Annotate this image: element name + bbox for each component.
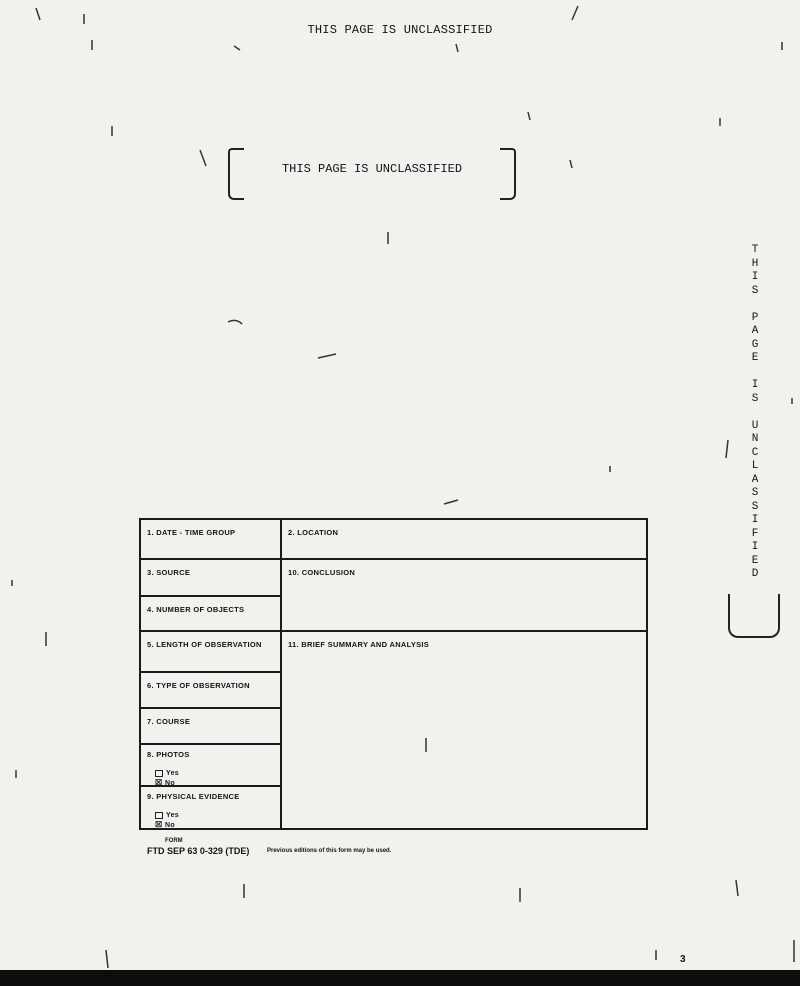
vertical-banner-char: I bbox=[751, 271, 759, 283]
scan-bottom-edge bbox=[0, 970, 800, 986]
vertical-banner-char: G bbox=[751, 338, 759, 351]
boxed-banner-text: THIS PAGE IS UNCLASSIFIED bbox=[281, 162, 463, 176]
vertical-banner-char: P bbox=[751, 311, 759, 324]
empty-checkbox-icon bbox=[155, 770, 163, 777]
vertical-banner-char: T bbox=[751, 244, 759, 256]
vertical-banner-char: S bbox=[751, 392, 759, 405]
field-source: 3. SOURCE bbox=[147, 568, 191, 577]
vertical-banner-char: L bbox=[751, 460, 759, 472]
photos-yes-option: Yes bbox=[155, 769, 280, 778]
field-physical-evidence bbox=[141, 787, 280, 828]
vertical-banner-char: N bbox=[751, 433, 759, 445]
checked-box-icon: ☒ bbox=[155, 820, 163, 829]
checked-box-icon: ☒ bbox=[155, 778, 163, 787]
field-location: 2. LOCATION bbox=[288, 528, 339, 537]
vertical-banner-char: A bbox=[751, 473, 759, 486]
field-date-time-group: 1. DATE - TIME GROUP bbox=[147, 528, 236, 537]
form-label: FORM bbox=[165, 838, 183, 844]
vertical-banner-char: U bbox=[751, 419, 759, 432]
vertical-banner-char: S bbox=[751, 500, 759, 513]
field-length-of-observation: 5. LENGTH OF OBSERVATION bbox=[147, 640, 262, 649]
vertical-banner-char: S bbox=[751, 284, 759, 297]
empty-checkbox-icon bbox=[155, 812, 163, 819]
vertical-banner-char: E bbox=[751, 554, 759, 567]
vertical-banner-char: I bbox=[751, 514, 759, 526]
vertical-banner-char bbox=[748, 366, 762, 380]
top-classification-banner: THIS PAGE IS UNCLASSIFIED bbox=[307, 23, 493, 37]
vertical-banner-bracket bbox=[728, 594, 780, 638]
vertical-banner-char bbox=[748, 406, 762, 420]
report-form bbox=[139, 518, 648, 830]
evidence-yes-option: Yes bbox=[155, 811, 280, 820]
vertical-banner-char: I bbox=[751, 379, 759, 391]
vertical-banner-char: I bbox=[751, 541, 759, 553]
page-number: 3 bbox=[680, 954, 686, 965]
vertical-banner-char: S bbox=[751, 487, 759, 499]
photos-no-option: ☒ No bbox=[155, 778, 175, 787]
vertical-banner-char: D bbox=[751, 568, 759, 580]
vertical-banner-char: F bbox=[751, 527, 759, 540]
field-course: 7. COURSE bbox=[147, 717, 191, 726]
form-edition-note: Previous editions of this form may be used. bbox=[267, 848, 392, 854]
evidence-no-option: ☒ No bbox=[155, 820, 175, 829]
field-conclusion: 10. CONCLUSION bbox=[288, 568, 356, 577]
boxed-classification-banner bbox=[228, 148, 516, 198]
field-number-of-objects: 4. NUMBER OF OBJECTS bbox=[147, 605, 245, 614]
vertical-banner-char bbox=[748, 298, 762, 312]
form-identifier: FTD SEP 63 0-329 (TDE) bbox=[147, 846, 250, 856]
field-photos bbox=[141, 745, 280, 785]
vertical-banner-char: H bbox=[751, 257, 759, 270]
vertical-classification-banner bbox=[748, 244, 762, 582]
vertical-banner-char: E bbox=[751, 352, 759, 364]
field-brief-summary: 11. BRIEF SUMMARY AND ANALYSIS bbox=[288, 640, 430, 649]
vertical-banner-char: C bbox=[751, 446, 759, 459]
field-type-of-observation: 6. TYPE OF OBSERVATION bbox=[147, 681, 250, 690]
vertical-banner-char: A bbox=[751, 325, 759, 337]
physical-evidence-label: 9. PHYSICAL EVIDENCE bbox=[147, 792, 240, 801]
photos-label: 8. PHOTOS bbox=[147, 750, 190, 759]
